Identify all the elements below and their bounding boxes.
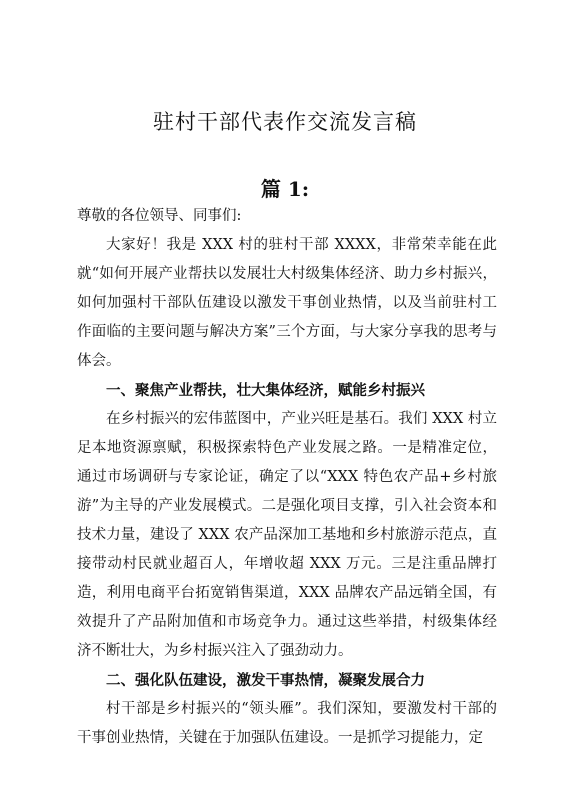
document-body	[77, 202, 497, 753]
subheading-2: 二、强化队伍建设，激发干事热情，凝聚发展合力	[106, 672, 425, 689]
paragraph-intro: 大家好！我是 XXX 村的驻村干部 XXXX，非常荣幸能在此就“如何开展产业帮扶以发展壮大村级集体经济、助力乡村振兴，如何加强村干部队伍建设以激发干事创业热情，以及当前驻村工作面临的主要问题与解决方案”三个方面，与大家分享我的思考与体会。	[77, 237, 497, 369]
subheading-1: 一、聚焦产业帮扶，壮大集体经济，赋能乡村振兴	[106, 382, 425, 399]
paragraph-team: 村干部是乡村振兴的“领头雁”。我们深知，要激发村干部的干事创业热情，关键在于加强队伍建设。一是抓学习提能力，定	[77, 701, 497, 746]
paragraph-industry: 在乡村振兴的宏伟蓝图中，产业兴旺是基石。我们 XXX 村立足本地资源禀赋，积极探索特色产业发展之路。一是精准定位，通过市场调研与专家论证，确定了以“XXX 特色农产品+乡村旅游”为主导的产业发展模式。二是强化项目支撑，引入社会资本和技术力量，建设了 XXX 农产品深加工基地和乡村旅游示范点，直接带动村民就业超百人，年增收超 XXX 万元。三是注重品牌打造，利用电商平台拓宽销售渠道，XXX 品牌农产品远销全国，有效提升了产品附加值和市场竞争力。通过这些举措，村级集体经济不断壮大，为乡村振兴注入了强劲动力。	[77, 411, 497, 659]
document-title: 驻村干部代表作交流发言稿	[153, 110, 417, 134]
salutation: 尊敬的各位领导、同事们:	[77, 208, 242, 224]
section-heading: 篇 1:	[260, 177, 310, 201]
